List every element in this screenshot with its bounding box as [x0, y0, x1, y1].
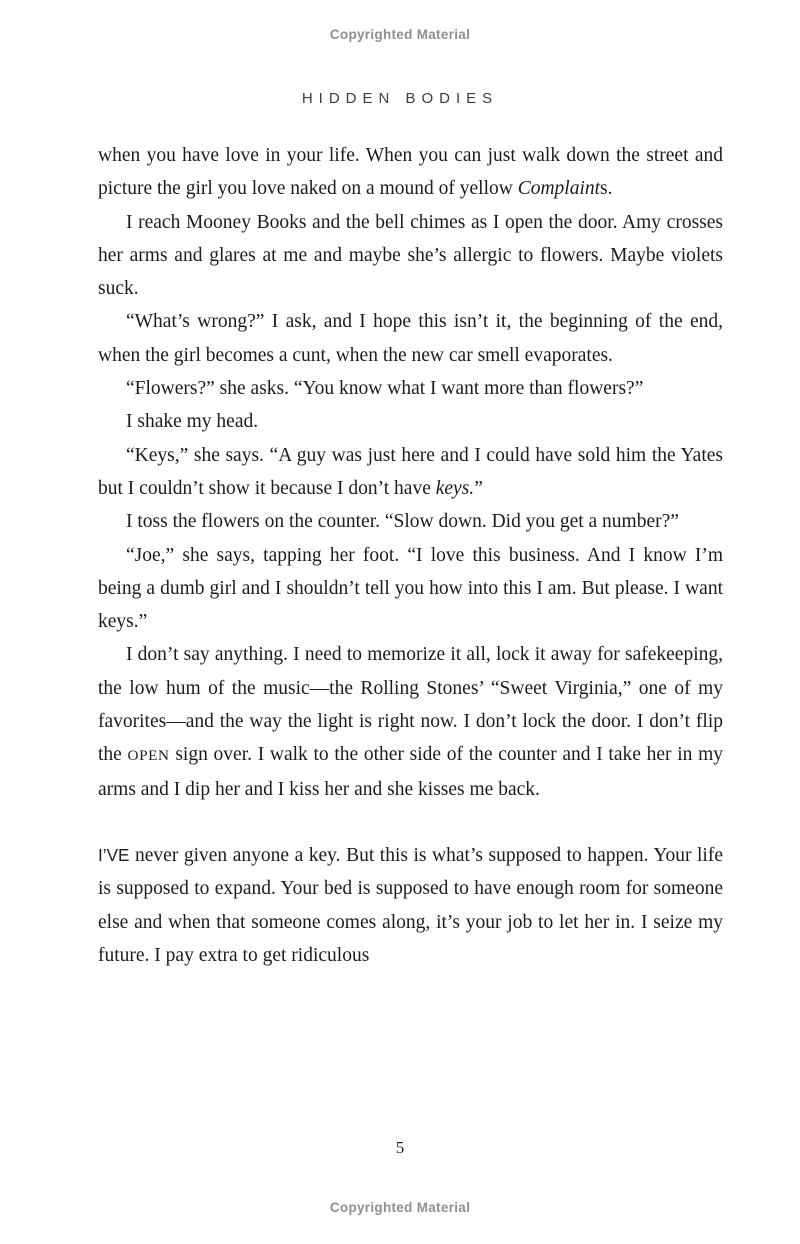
paragraph — [98, 139, 723, 206]
paragraph — [98, 439, 723, 506]
paragraph — [98, 405, 723, 438]
text-segment: sign over. I walk to the other side of the counter and I take her in my arms and I dip her and I kiss her and she kisses me back. — [98, 744, 723, 800]
text-segment: “Joe,” she says, tapping her foot. “I love this business. And I know I’m being a dumb girl and I shouldn’t tell you how into this I am. But please. I want keys.” — [98, 544, 723, 633]
paragraph — [98, 638, 723, 805]
paragraph — [98, 839, 723, 972]
copyright-notice-bottom: Copyrighted Material — [329, 1200, 471, 1215]
text-segment: ” — [474, 477, 483, 499]
body-text — [98, 139, 723, 972]
paragraph — [98, 372, 723, 405]
paragraph — [98, 539, 723, 639]
text-segment: keys. — [435, 477, 475, 499]
paragraph — [98, 305, 723, 372]
paragraph — [98, 505, 723, 538]
text-segment: s. — [600, 178, 613, 200]
text-segment: never given anyone a key. But this is what’s supposed to happen. Your life is supposed to expand. Your bed is supposed to have enough room for someone else and when that someone comes along, it’s your job to let her in. I seize my future. I pay extra to get ridiculous — [98, 844, 723, 966]
text-segment: “What’s wrong?” I ask, and I hope this isn’t it, the beginning of the end, when the girl becomes a cunt, when the new car smell evaporates. — [98, 311, 723, 366]
copyright-notice-top: Copyrighted Material — [329, 27, 471, 42]
text-segment: I reach Mooney Books and the bell chimes as I open the door. Amy crosses her arms and glares at me and maybe she’s allergic to flowers. Maybe violets suck. — [98, 211, 723, 300]
paragraph — [98, 206, 723, 306]
text-segment: “Flowers?” she asks. “You know what I want more than flowers?” — [126, 378, 644, 400]
running-head-title: HIDDEN BODIES — [301, 90, 499, 107]
text-segment: I’VE — [98, 844, 130, 865]
text-segment: OPEN — [127, 747, 170, 765]
text-segment: “Keys,” she says. “A guy was just here and I could have sold him the Yates but I couldn’t show it because I don’t have — [98, 444, 723, 499]
text-segment: I toss the flowers on the counter. “Slow down. Did you get a number?” — [126, 511, 679, 533]
text-segment: I shake my head. — [126, 411, 259, 433]
text-segment: I don’t say anything. I need to memorize it all, lock it away for safekeeping, the low hum of the music—the Rolling Stones’ “Sweet Virginia,” one of my favorites—and the way the light is right now. I don’t lock the door. I don’t flip the — [98, 644, 723, 766]
text-segment: when you have love in your life. When you can just walk down the street and picture the girl you love naked on a mound of yellow — [98, 145, 723, 200]
text-segment: Complaint — [517, 178, 601, 200]
page-number: 5 — [395, 1138, 405, 1157]
